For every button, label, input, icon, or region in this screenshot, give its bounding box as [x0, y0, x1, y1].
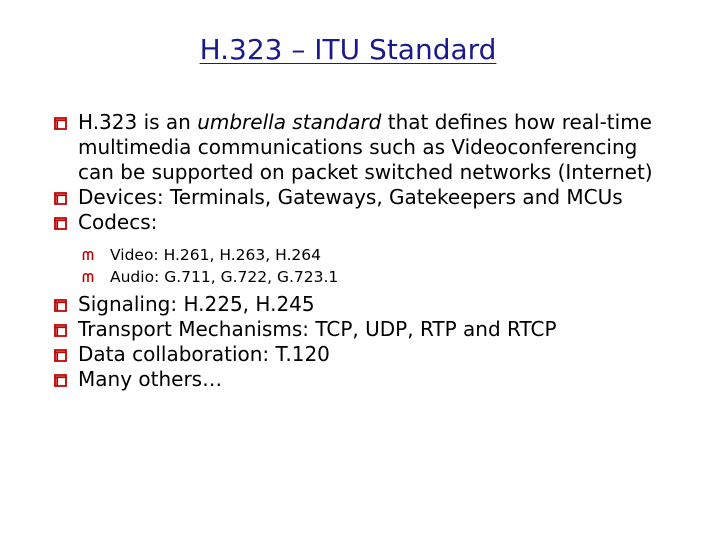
square-bullet-icon: [54, 299, 67, 312]
slide-title: H.323 – ITU Standard: [199, 33, 497, 66]
bullet-item-transport: [54, 317, 654, 342]
bullet-text: Many others…: [78, 367, 223, 391]
bullet-item-many-others: [54, 367, 654, 392]
round-sub-bullet-icon: [82, 271, 94, 283]
sub-bullet-item-video: [54, 244, 654, 266]
square-bullet-icon: [54, 192, 67, 205]
bullet-item-umbrella: [54, 110, 654, 185]
bullet-text: Data collaboration: T.120: [78, 342, 330, 366]
round-sub-bullet-icon: [82, 249, 94, 261]
bullet-text: Transport Mechanisms: TCP, UDP, RTP and RTCP: [78, 317, 557, 341]
bullet-text-part: H.323 is an: [78, 110, 198, 134]
bullet-list: [54, 110, 654, 392]
bullet-text: Codecs:: [78, 210, 158, 234]
square-bullet-icon: [54, 349, 67, 362]
bullet-item-devices: [54, 185, 654, 210]
sub-bullet-text: Audio: G.711, G.722, G.723.1: [110, 268, 339, 286]
sub-bullet-item-audio: [54, 266, 654, 288]
square-bullet-icon: [54, 217, 67, 230]
square-bullet-icon: [54, 117, 67, 130]
bullet-text: Signaling: H.225, H.245: [78, 292, 315, 316]
bullet-item-signaling: [54, 292, 654, 317]
spacer: [54, 235, 654, 244]
bullet-text-emphasis: umbrella standard: [197, 110, 382, 134]
bullet-text: Devices: Terminals, Gateways, Gatekeepers and MCUs: [78, 185, 623, 209]
square-bullet-icon: [54, 324, 67, 337]
bullet-item-codecs: [54, 210, 654, 235]
bullet-text-part: that defines how real-time multimedia communications such as Videoconferencing can be supported on packet switched networks (Internet): [78, 110, 653, 184]
sub-bullet-text: Video: H.261, H.263, H.264: [110, 246, 321, 264]
square-bullet-icon: [54, 374, 67, 387]
bullet-item-data-collaboration: [54, 342, 654, 367]
